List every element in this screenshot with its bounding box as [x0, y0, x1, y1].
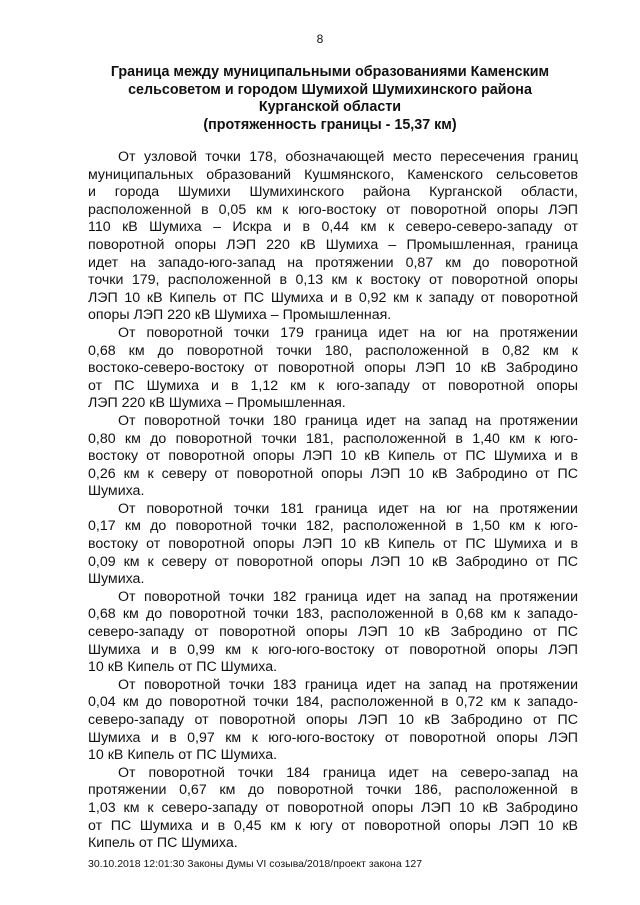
paragraph: [88, 501, 578, 589]
document-body: [88, 149, 578, 853]
paragraph-line: протяжении 0,67 км до поворотной точки 186, расположенной в: [88, 782, 578, 799]
paragraph-line: Шумиха.: [88, 483, 145, 500]
footer-stamp: 30.10.2018 12:01:30 Законы Думы VI созыва/2018/проект закона 127: [88, 858, 423, 870]
paragraph-line: ЛЭП 10 кВ Кипель от ПС Шумиха и в 0,92 км к западу от поворотной: [88, 289, 578, 306]
title-line-1: Граница между муниципальными образованиями Каменским: [110, 64, 550, 80]
document-title: [80, 64, 580, 134]
paragraph-line: 0,68 км до поворотной точки 180, расположенной в 0,82 км к: [88, 342, 578, 359]
paragraph-line: Кипель от ПС Шумиха.: [88, 835, 238, 852]
paragraph-line: 0,17 км до поворотной точки 182, расположенной в 1,50 км к юго-: [88, 518, 578, 535]
paragraph-line: идет на западо-юго-запад на протяжении 0,87 км до поворотной: [88, 254, 578, 271]
paragraph-line: муниципальных образований Кушмянского, Каменского сельсоветов: [88, 166, 578, 183]
paragraph: [88, 325, 578, 413]
paragraph-line: 0,04 км до поворотной точки 184, расположенной в 0,72 км к западо-: [88, 694, 578, 711]
paragraph-line: 10 кВ Кипель от ПС Шумиха.: [88, 747, 278, 764]
paragraph-line: От поворотной точки 181 граница идет на юг на протяжении: [118, 500, 578, 517]
paragraph-line: и города Шумихи Шумихинского района Курганской области,: [88, 184, 578, 201]
paragraph-line: от ПС Шумиха и в 1,12 км к юго-западу от поворотной опоры: [88, 377, 578, 394]
paragraph-line: поворотной опоры ЛЭП 220 кВ Шумиха – Промышленная, граница: [88, 236, 578, 253]
paragraph-line: 0,68 км до поворотной точки 183, расположенной в 0,68 км к западо-: [88, 606, 578, 623]
paragraph-line: От поворотной точки 179 граница идет на юг на протяжении: [118, 324, 578, 341]
paragraph-line: северо-западу от поворотной опоры ЛЭП 10 кВ Забродино от ПС: [88, 624, 578, 641]
paragraph-line: 110 кВ Шумиха – Искра и в 0,44 км к северо-северо-западу от: [88, 219, 578, 236]
paragraph-line: От узловой точки 178, обозначающей место пересечения границ: [118, 149, 578, 165]
title-line-3: Курганской области: [258, 99, 402, 115]
page-number: 8: [316, 32, 324, 46]
paragraph-line: опоры ЛЭП 220 кВ Шумиха – Промышленная.: [88, 307, 392, 324]
title-line-4: (протяженность границы - 15,37 км): [203, 116, 457, 133]
paragraph-line: От поворотной точки 182 граница идет на запад на протяжении: [118, 588, 578, 605]
paragraph-line: 0,09 км к северу от поворотной опоры ЛЭП 10 кВ Забродино от ПС: [88, 553, 578, 570]
paragraph-line: 0,80 км до поворотной точки 181, расположенной в 1,40 км к юго-: [88, 430, 578, 447]
paragraph-line: востоку от поворотной опоры ЛЭП 10 кВ Кипель от ПС Шумиха и в: [88, 448, 578, 465]
paragraph: [88, 413, 578, 501]
paragraph-line: от ПС Шумиха и в 0,45 км к югу от поворотной опоры ЛЭП 10 кВ: [88, 817, 578, 834]
paragraph-line: востоку от поворотной опоры ЛЭП 10 кВ Кипель от ПС Шумиха и в: [88, 536, 578, 553]
paragraph-line: ЛЭП 220 кВ Шумиха – Промышленная.: [88, 395, 346, 412]
paragraph: [88, 765, 578, 853]
paragraph-line: 0,26 км к северу от поворотной опоры ЛЭП 10 кВ Забродино от ПС: [88, 465, 578, 482]
title-line-2: сельсоветом и городом Шумихой Шумихинского района: [128, 81, 532, 98]
paragraph-line: точки 179, расположенной в 0,13 км к востоку от поворотной опоры: [88, 272, 578, 289]
paragraph: [88, 677, 578, 765]
paragraph-line: востоко-северо-востоку от поворотной опоры ЛЭП 10 кВ Забродино: [88, 360, 578, 377]
paragraph-line: Шумиха.: [88, 571, 145, 588]
paragraph-line: От поворотной точки 180 граница идет на запад на протяжении: [118, 412, 578, 429]
paragraph-line: расположенной в 0,05 км к юго-востоку от поворотной опоры ЛЭП: [88, 201, 578, 218]
paragraph-line: 10 кВ Кипель от ПС Шумиха.: [88, 659, 278, 676]
paragraph-line: Шумиха и в 0,99 км к юго-юго-востоку от поворотной опоры ЛЭП: [88, 641, 578, 658]
paragraph-line: От поворотной точки 184 граница идет на северо-запад на: [118, 764, 578, 781]
paragraph-line: северо-западу от поворотной опоры ЛЭП 10 кВ Забродино от ПС: [88, 712, 578, 728]
paragraph-line: Шумиха и в 0,97 км к юго-юго-востоку от поворотной опоры ЛЭП: [88, 729, 578, 746]
paragraph-line: 1,03 км к северо-западу от поворотной опоры ЛЭП 10 кВ Забродино: [88, 799, 578, 816]
paragraph: [88, 589, 578, 677]
paragraph: [88, 149, 578, 325]
paragraph-line: От поворотной точки 183 граница идет на запад на протяжении: [118, 676, 578, 693]
